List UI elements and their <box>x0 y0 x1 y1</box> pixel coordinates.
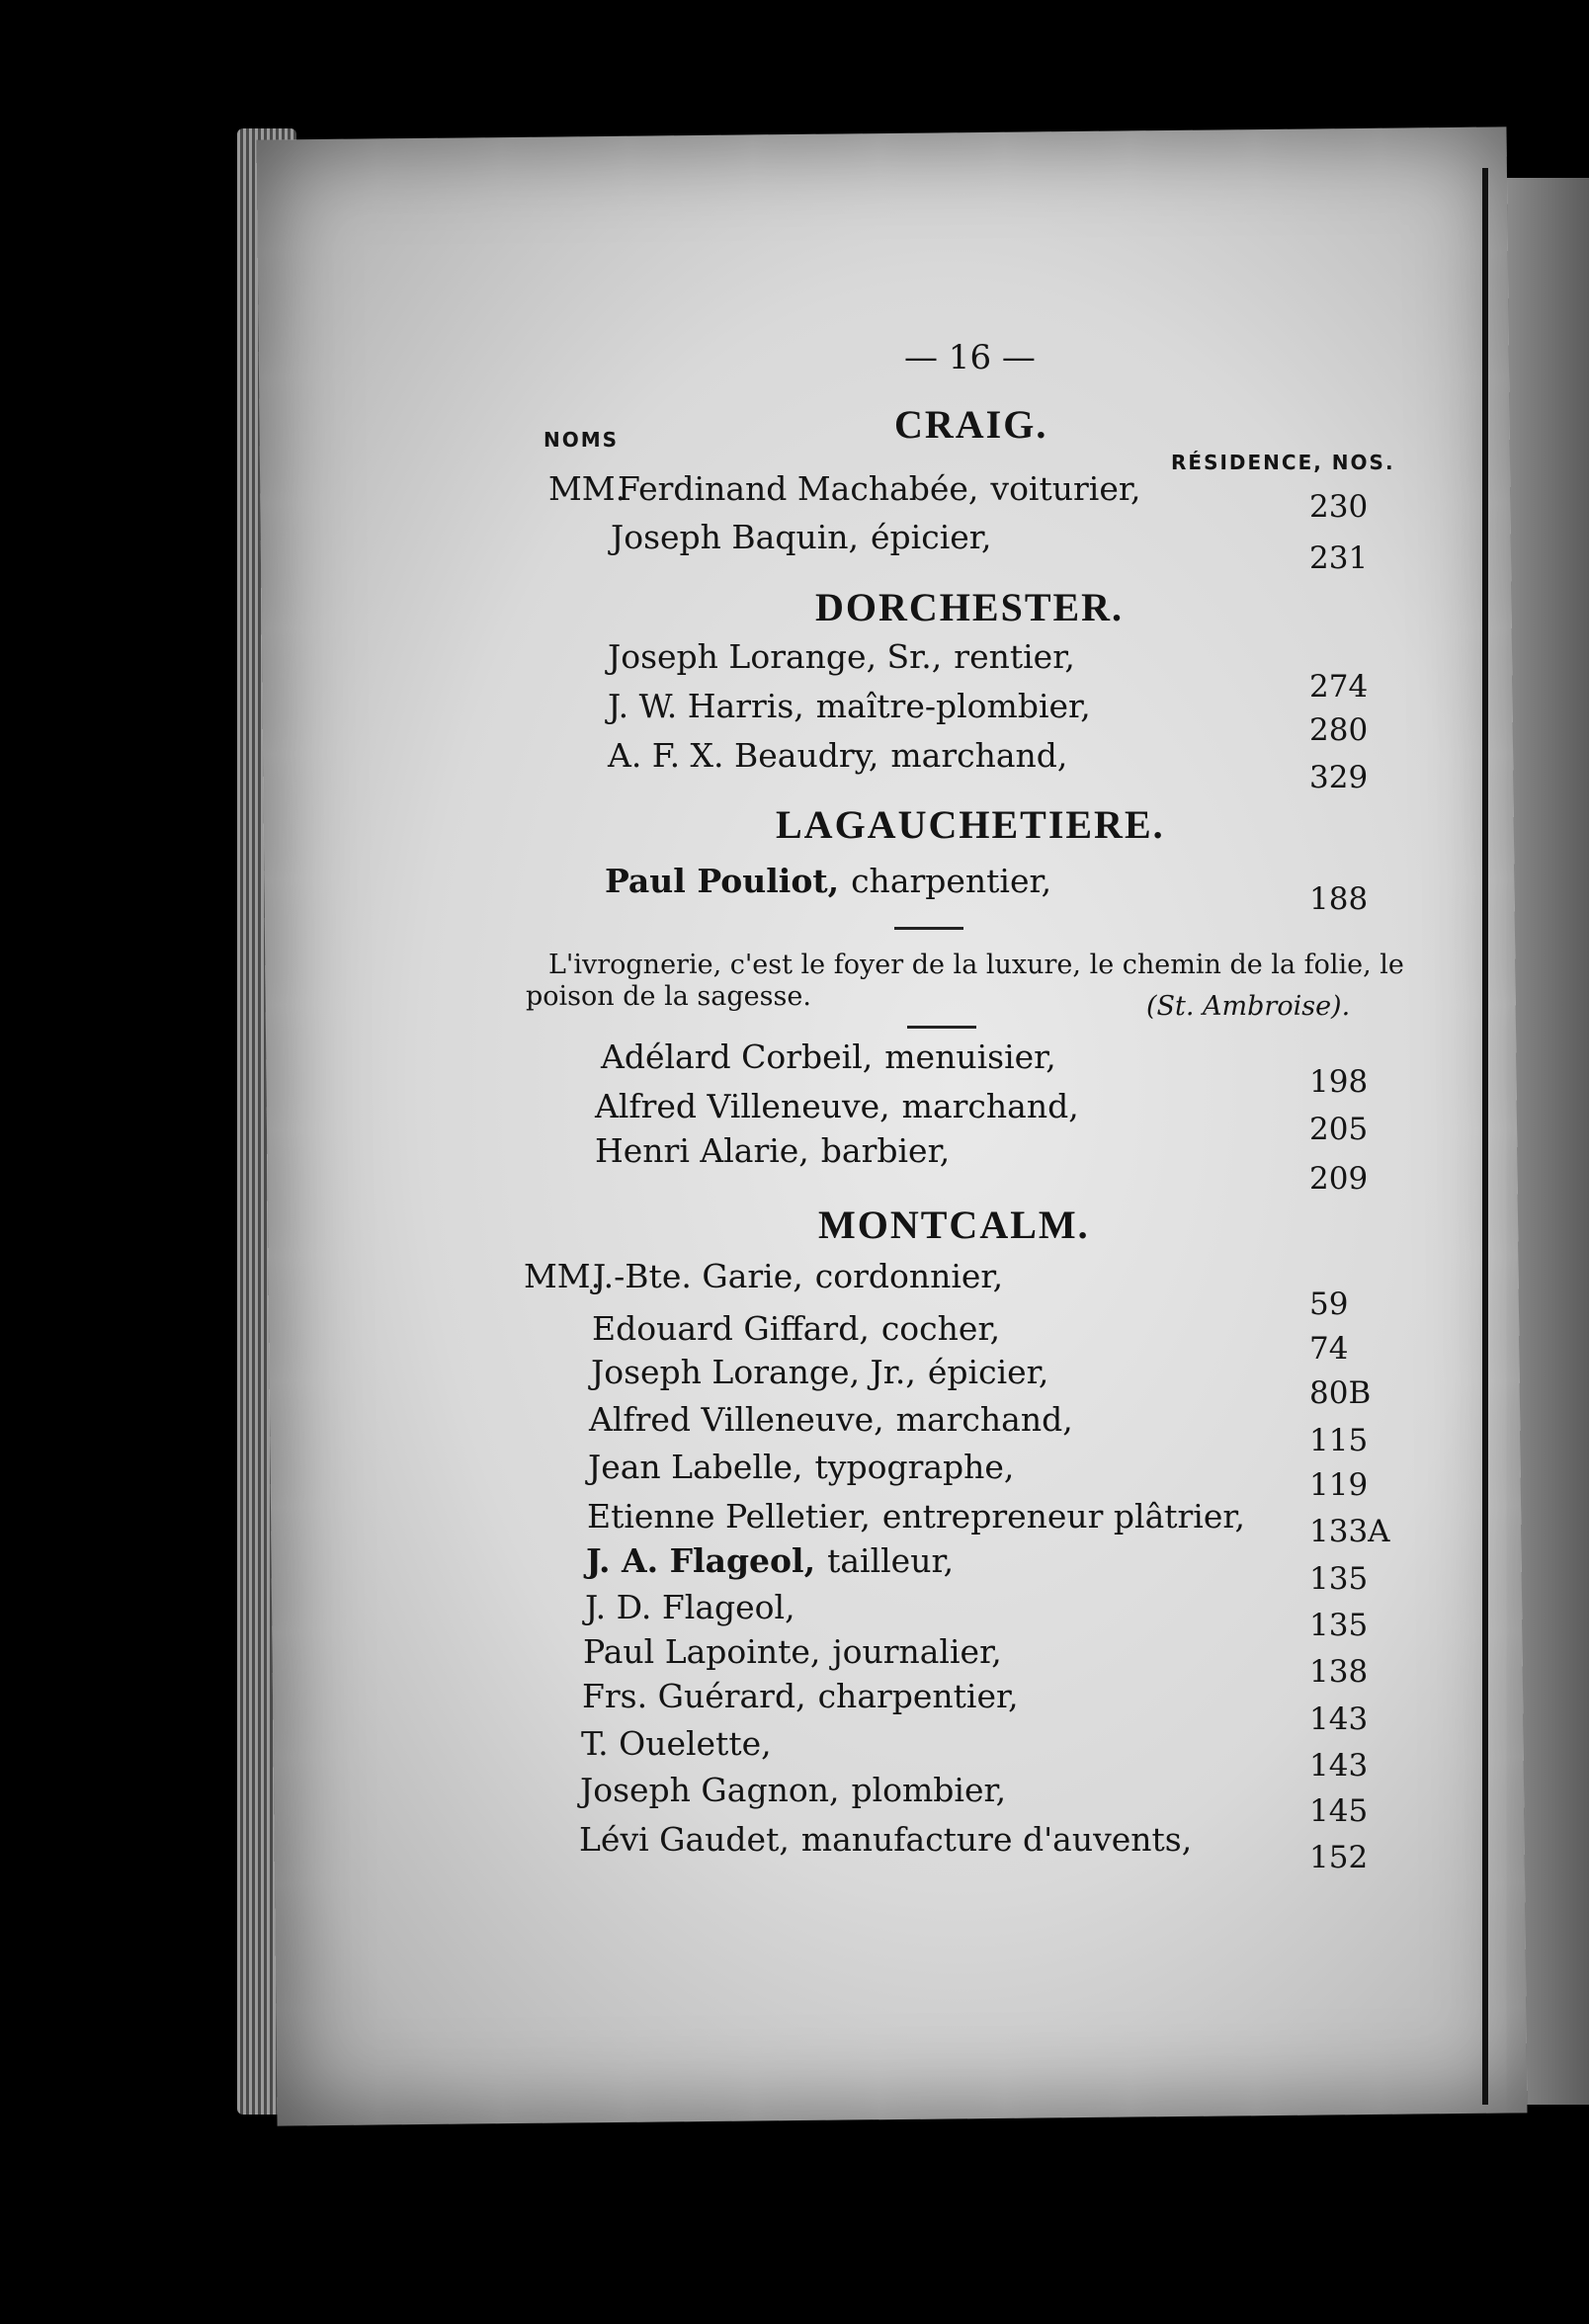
entry-name: Paul Pouliot, <box>605 862 840 900</box>
entry-occupation: voiturier, <box>990 469 1141 508</box>
page-number: — 16 — <box>904 338 1036 377</box>
entry-occupation: épicier, <box>927 1353 1049 1391</box>
residence-number: 80B <box>1309 1375 1372 1411</box>
quote-line-1: L'ivrognerie, c'est le foyer de la luxure, le chemin de la folie, le <box>548 950 1404 980</box>
entry-name: Paul Lapointe, <box>583 1632 821 1671</box>
residence-number: 198 <box>1309 1064 1369 1100</box>
entry-occupation: maître-plombier, <box>815 687 1091 725</box>
residence-number: 231 <box>1309 540 1369 576</box>
entry-occupation: charpentier, <box>851 862 1052 900</box>
entry-occupation: tailleur, <box>827 1541 955 1580</box>
entry-occupation: typographe, <box>814 1448 1015 1486</box>
entry-occupation: plombier, <box>851 1771 1007 1809</box>
entry-occupation: marchand, <box>895 1400 1073 1439</box>
entry-name: A. F. X. Beaudry, <box>608 736 879 775</box>
street-heading: LAGAUCHETIERE. <box>776 802 1165 847</box>
residence-number: 138 <box>1309 1654 1369 1690</box>
residence-number: 133A <box>1309 1514 1390 1549</box>
residence-number: 143 <box>1309 1702 1369 1737</box>
street-heading: DORCHESTER. <box>815 585 1125 629</box>
residence-number: 135 <box>1309 1561 1369 1597</box>
residence-number: 115 <box>1309 1423 1369 1458</box>
residence-number: 280 <box>1309 712 1369 748</box>
street-heading: CRAIG. <box>894 402 1048 447</box>
residence-number: 152 <box>1309 1840 1369 1875</box>
entry-name: Lévi Gaudet, <box>579 1820 790 1859</box>
entry-name: Ferdinand Machabée, <box>618 469 979 508</box>
entry-name: Joseph Lorange, Jr., <box>591 1353 916 1391</box>
residence-number: 135 <box>1309 1608 1369 1643</box>
entry-name: Joseph Lorange, Sr., <box>608 637 943 676</box>
entry-name: Joseph Baquin, <box>611 518 860 556</box>
entry-name: Joseph Gagnon, <box>580 1771 840 1809</box>
column-header-names: NOMS <box>544 428 620 452</box>
entry-name: Alfred Villeneuve, <box>595 1087 890 1125</box>
residence-number: 145 <box>1309 1793 1369 1829</box>
entry-occupation: menuisier, <box>884 1038 1056 1076</box>
quote-line-2: poison de la sagesse. <box>526 981 811 1012</box>
quote-source: (St. Ambroise). <box>1146 991 1351 1022</box>
residence-number: 329 <box>1309 760 1369 795</box>
entry-name: J. A. Flageol, <box>586 1541 816 1580</box>
entry-name: Henri Alarie, <box>595 1131 809 1170</box>
entry-occupation: marchand, <box>890 736 1068 775</box>
separator-rule <box>894 927 963 930</box>
entry-name: J.-Bte. Garie, <box>593 1257 803 1295</box>
residence-number: 188 <box>1309 881 1369 917</box>
entry-occupation: journalier, <box>832 1632 1002 1671</box>
entry-occupation: marchand, <box>901 1087 1079 1125</box>
entry-occupation: barbier, <box>820 1131 951 1170</box>
entry-name: Etienne Pelletier, <box>587 1497 871 1536</box>
binding-line <box>1482 168 1488 2105</box>
residence-number: 119 <box>1309 1467 1369 1503</box>
entry-occupation: manufacture d'auvents, <box>800 1820 1193 1859</box>
residence-number: 59 <box>1309 1286 1349 1322</box>
entry-name: Edouard Giffard, <box>592 1309 870 1348</box>
entry-occupation: cordonnier, <box>814 1257 1004 1295</box>
entry-prefix: MM. <box>548 469 627 508</box>
column-header-residence: RÉSIDENCE, NOS. <box>1171 451 1395 474</box>
residence-number: 143 <box>1309 1748 1369 1784</box>
entry-name: Alfred Villeneuve, <box>589 1400 884 1439</box>
entry-prefix: MM. <box>524 1257 602 1295</box>
entry-name: J. D. Flageol, <box>585 1588 795 1626</box>
residence-number: 205 <box>1309 1112 1369 1147</box>
residence-number: 274 <box>1309 669 1369 705</box>
entry-occupation: épicier, <box>871 518 992 556</box>
residence-number: 230 <box>1309 489 1369 525</box>
residence-number: 209 <box>1309 1161 1369 1197</box>
entry-name: J. W. Harris, <box>608 687 804 725</box>
entry-occupation: entrepreneur plâtrier, <box>881 1497 1246 1536</box>
entry-name: Adélard Corbeil, <box>601 1038 874 1076</box>
entry-name: Jean Labelle, <box>588 1448 803 1486</box>
entry-occupation: cocher, <box>880 1309 1001 1348</box>
entry-occupation: rentier, <box>954 637 1075 676</box>
entry-occupation: charpentier, <box>817 1677 1019 1715</box>
street-heading: MONTCALM. <box>818 1203 1090 1247</box>
separator-rule <box>907 1026 976 1029</box>
residence-number: 74 <box>1309 1331 1349 1367</box>
entry-name: T. Ouelette, <box>581 1724 772 1763</box>
entry-name: Frs. Guérard, <box>582 1677 806 1715</box>
